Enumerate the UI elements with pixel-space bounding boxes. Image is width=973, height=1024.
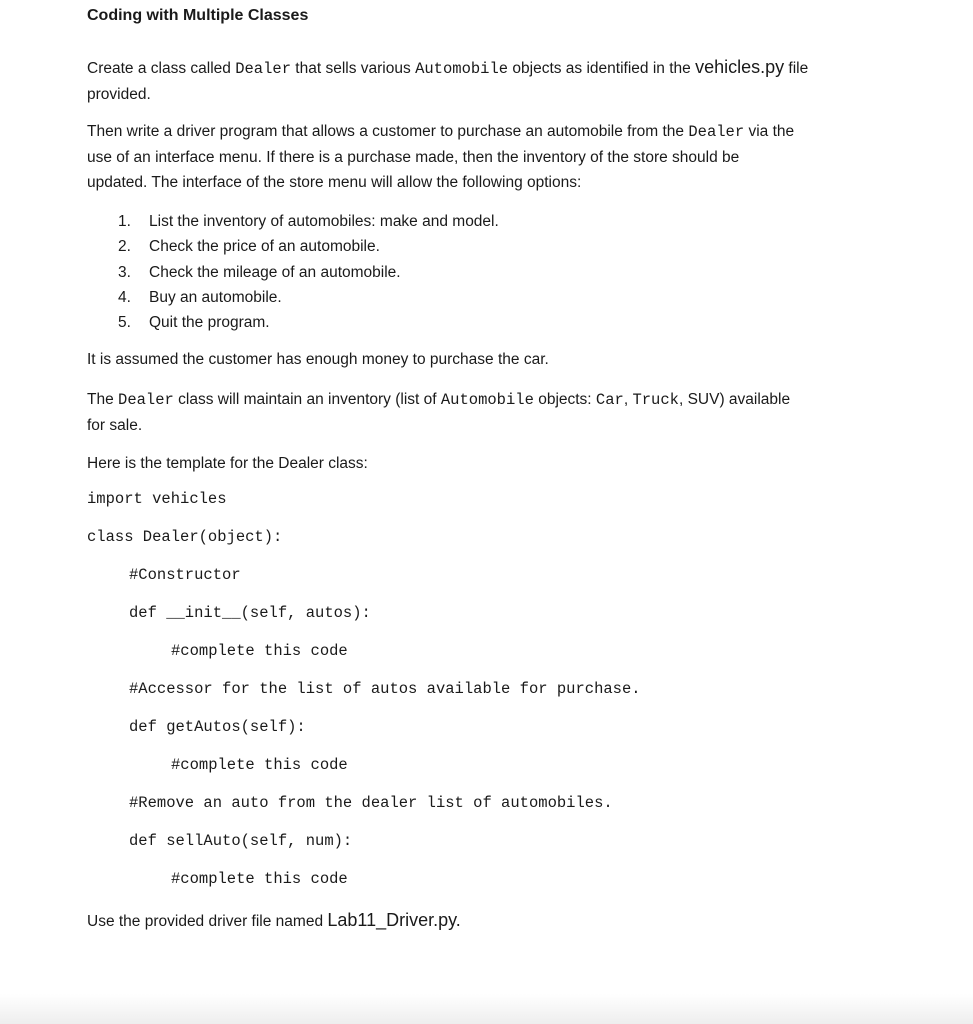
text: updated. The interface of the store menu will allow the following options: [87,174,582,191]
code-complete-comment: #complete this code [171,756,348,774]
item-text: List the inventory of automobiles: make and model. [149,213,499,230]
filename-driver: Lab11_Driver.py. [327,910,461,930]
list-item [118,234,499,259]
document-title: Coding with Multiple Classes [87,7,309,24]
driver-paragraph [87,119,907,195]
assumption-paragraph: It is assumed the customer has enough money to purchase the car. [87,351,549,368]
text: via the [744,123,795,140]
text: The [87,391,119,408]
intro-paragraph [87,55,907,107]
driver-file-note [87,908,907,934]
code-term-dealer: Dealer [235,60,291,78]
code-import-line: import vehicles [87,490,227,508]
code-class-line: class Dealer(object): [87,528,283,546]
item-number: 1. [118,213,131,230]
item-number: 4. [118,288,131,306]
text: objects: [533,391,596,408]
text: for sale. [87,417,143,434]
text: , [623,391,633,408]
item-text: Check the price of an automobile. [149,238,380,256]
page-bottom-shadow [0,994,973,1024]
list-item [118,285,499,310]
code-term-automobile: Automobile [440,391,534,409]
text: class will maintain an inventory (list of [173,391,441,408]
item-number: 2. [118,238,131,256]
code-term-dealer: Dealer [688,123,745,141]
code-complete-comment: #complete this code [171,642,348,660]
code-comment-accessor: #Accessor for the list of autos available for purchase. [129,680,641,698]
text: that sells various [291,60,416,77]
filename-vehicles: vehicles.py [695,57,785,77]
code-def-sellauto: def sellAuto(self, num): [129,832,353,850]
text: Then write a driver program that allows a customer to purchase an automobile from the [87,123,689,140]
item-number: 5. [118,314,131,332]
text: use of an interface menu. If there is a purchase made, then the inventory of the store should be [87,149,740,166]
text: Create a class called [87,60,236,77]
code-complete-comment: #complete this code [171,870,348,888]
item-text: Check the mileage of an automobile. [149,263,401,281]
list-item [118,209,499,234]
text: objects as identified in the [508,60,696,77]
item-text: Buy an automobile. [149,288,282,306]
code-term-car: Car [595,391,624,409]
text: file [784,60,809,77]
inventory-paragraph [87,387,907,438]
menu-options-list [118,209,499,335]
code-def-init: def __init__(self, autos): [129,604,371,622]
code-def-getautos: def getAutos(self): [129,718,306,736]
list-item [118,260,499,285]
template-intro: Here is the template for the Dealer class: [87,455,368,472]
item-text: Quit the program. [149,314,270,332]
list-item [118,310,499,335]
code-term-automobile: Automobile [415,60,509,78]
text: , SUV) available [678,391,791,408]
code-comment-constructor: #Constructor [129,566,241,584]
code-term-dealer: Dealer [118,391,174,409]
code-comment-remove: #Remove an auto from the dealer list of automobiles. [129,794,613,812]
item-number: 3. [118,263,131,281]
text: Use the provided driver file named [87,913,328,930]
code-term-truck: Truck [632,391,679,409]
text: provided. [87,86,151,103]
